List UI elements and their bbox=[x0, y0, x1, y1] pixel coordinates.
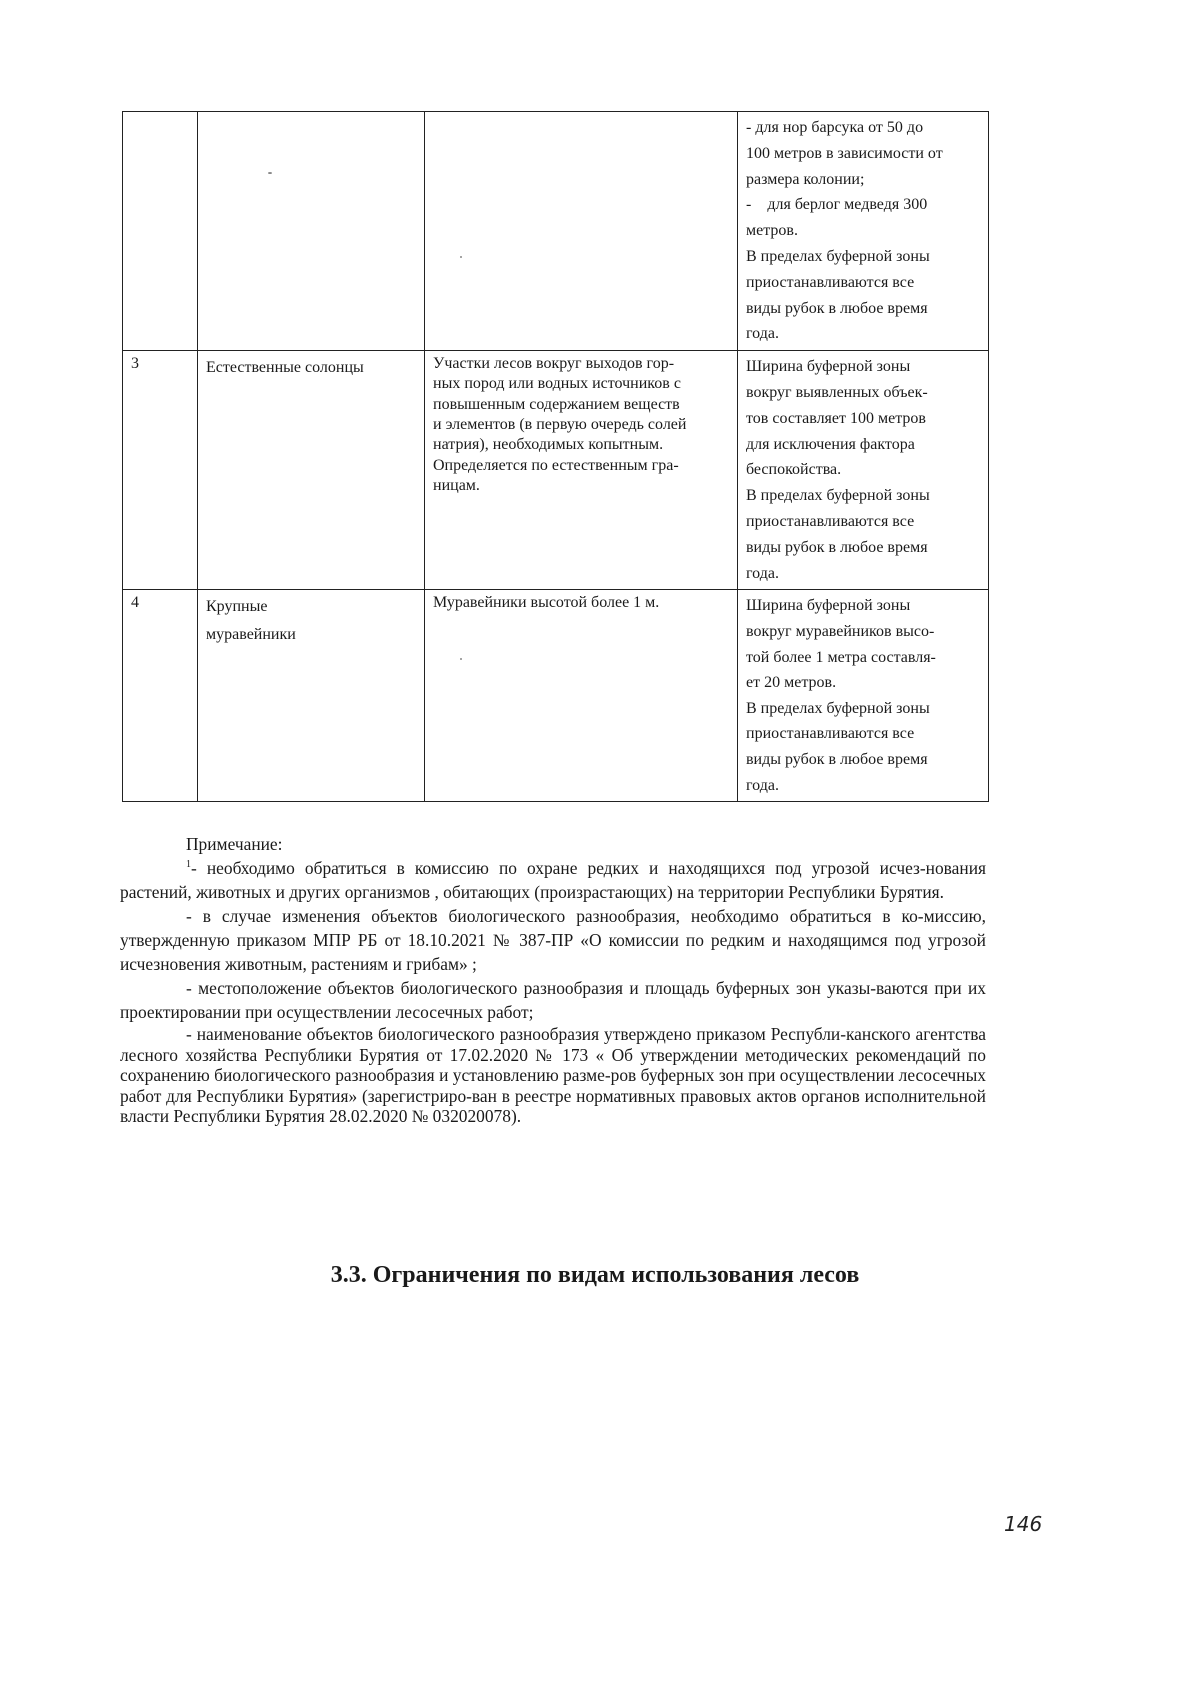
buffer-zone-line: - для нор барсука от 50 до bbox=[746, 119, 924, 136]
buffer-zone-line: вокруг муравейников высо- bbox=[746, 622, 935, 640]
row-number: 3 bbox=[131, 355, 139, 373]
note-item: - наименование объектов биологического разнообразия утверждено приказом Республи-канского агентства лесного хозяйства Республики Бурятия от 17.02.2020 № 173 « Об утверждении методических рекомендаций по сохранению биологического разнообразия и установлению разме-ров буферных зон при осуществлении лесосечных работ для Республики Бурятия» (зарегистриро-ван в реестре нормативных правовых актов органов исполнительной власти Республики Бурятия 28.02.2020 № 032020078). bbox=[120, 1024, 986, 1126]
buffer-zone-line: года. bbox=[746, 325, 779, 343]
object-description-line: повышенным содержанием веществ bbox=[433, 395, 680, 413]
buffer-zone-line: приостанавливаются все bbox=[746, 273, 915, 291]
object-description-line: Определяется по естественным гра- bbox=[433, 456, 679, 474]
row-number-cell bbox=[123, 351, 198, 590]
buffer-zone-line: Ширина буферной зоны bbox=[746, 597, 911, 615]
note-item bbox=[120, 856, 986, 904]
object-description-line: ницам. bbox=[433, 476, 480, 494]
buffer-zone-cell bbox=[738, 351, 989, 590]
buffer-zone-line: размера колонии; bbox=[746, 170, 865, 188]
object-description-cell bbox=[425, 112, 738, 351]
scan-speck bbox=[460, 658, 462, 660]
object-description-line: Участки лесов вокруг выходов гор- bbox=[433, 355, 675, 373]
buffer-zone-line: - для берлог медведя 300 bbox=[746, 196, 928, 214]
object-description-cell bbox=[425, 590, 738, 802]
object-name-cell bbox=[198, 351, 425, 590]
page-number: 146 bbox=[1004, 1512, 1043, 1536]
note-heading: Примечание: bbox=[186, 834, 283, 854]
buffer-zone-line: для исключения фактора bbox=[746, 435, 915, 453]
buffer-zone-line: вокруг выявленных объек- bbox=[746, 383, 928, 401]
object-name-line: Крупные bbox=[206, 598, 268, 616]
buffer-zone-line: приостанавливаются все bbox=[746, 725, 915, 743]
buffer-zone-cell bbox=[738, 112, 989, 351]
buffer-zone-line: приостанавливаются все bbox=[746, 512, 915, 530]
row-number-cell bbox=[123, 112, 198, 351]
footnote-mark: 1 bbox=[186, 859, 191, 870]
buffer-zone-line: Ширина буферной зоны bbox=[746, 358, 911, 376]
object-name-line: муравейники bbox=[206, 626, 296, 644]
note-block bbox=[120, 832, 986, 1127]
buffer-zone-line: В пределах буферной зоны bbox=[746, 699, 930, 717]
object-description-line: и элементов (в первую очередь солей bbox=[433, 416, 687, 434]
buffer-zone-line: 100 метров в зависимости от bbox=[746, 144, 943, 162]
note-item: - в случае изменения объектов биологического разнообразия, необходимо обратиться в ко-миссию, утвержденную приказом МПР РБ от 18.10.2021 № 387-ПР «О комиссии по редким и находящимся под угрозой исчезновения животным, растениям и грибам» ; bbox=[120, 906, 986, 974]
buffer-zone-line: В пределах буферной зоны bbox=[746, 487, 930, 505]
row-number: 4 bbox=[131, 594, 139, 612]
note-item: - местоположение объектов биологического разнообразия и площадь буферных зон указы-ваются при их проектировании при осуществлении лесосечных работ; bbox=[120, 978, 986, 1022]
buffer-zone-line: виды рубок в любое время bbox=[746, 750, 928, 768]
buffer-zone-line: ет 20 метров. bbox=[746, 674, 837, 692]
table-row bbox=[123, 112, 989, 351]
biodiversity-table bbox=[122, 111, 989, 802]
buffer-zone-line: В пределах буферной зоны bbox=[746, 247, 930, 265]
buffer-zone-line: тов составляет 100 метров bbox=[746, 409, 926, 427]
buffer-zone-cell bbox=[738, 590, 989, 802]
buffer-zone-line: года. bbox=[746, 564, 779, 582]
scan-speck bbox=[460, 256, 462, 258]
section-title: 3.3. Ограничения по видам использования лесов bbox=[330, 1262, 860, 1288]
buffer-zone-line: беспокойства. bbox=[746, 461, 842, 479]
buffer-zone-line: года. bbox=[746, 776, 779, 794]
object-description-line: Муравейники высотой более 1 м. bbox=[433, 594, 660, 612]
object-name-cell bbox=[198, 112, 425, 351]
table-row bbox=[123, 351, 989, 590]
object-description-line: натрия), необходимых копытным. bbox=[433, 436, 664, 454]
buffer-zone-line: виды рубок в любое время bbox=[746, 538, 928, 556]
table-row bbox=[123, 590, 989, 802]
row-number-cell bbox=[123, 590, 198, 802]
scan-speck bbox=[268, 172, 272, 174]
object-name-cell bbox=[198, 590, 425, 802]
buffer-zone-line: виды рубок в любое время bbox=[746, 299, 928, 317]
object-description-line: ных пород или водных источников с bbox=[433, 375, 681, 393]
buffer-zone-line: той более 1 метра составля- bbox=[746, 648, 936, 666]
buffer-zone-line: метров. bbox=[746, 222, 798, 240]
object-name-line: Естественные солонцы bbox=[206, 359, 364, 377]
object-description-cell bbox=[425, 351, 738, 590]
note-item-text: - необходимо обратиться в комиссию по охране редких и находящихся под угрозой исчез-нования растений, животных и других организмов , обитающих (произрастающих) на территории Республики Бурятия. bbox=[120, 858, 986, 902]
